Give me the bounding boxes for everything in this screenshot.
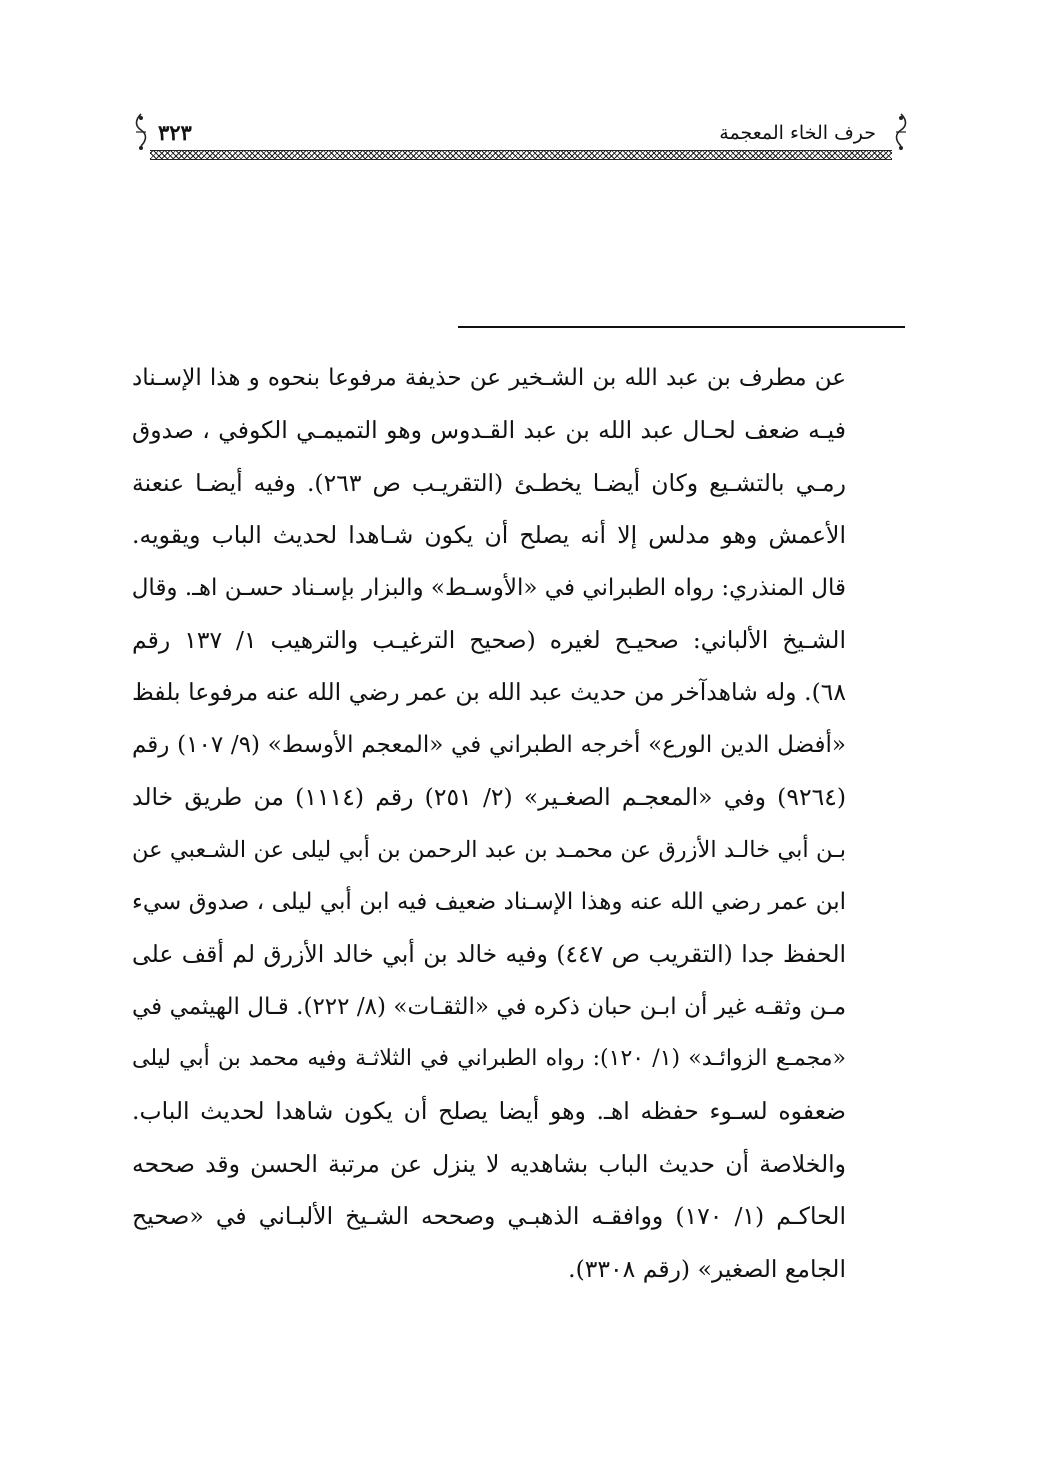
chapter-title: حرف الخاء المعجمة	[719, 122, 876, 144]
header-rule	[150, 150, 892, 160]
text-line: الأعمش وهو مدلس إلا أنه يصلح أن يكون شـاهدا لحديث الباب ويقويه.	[132, 521, 846, 550]
text-line: قال المنذري: رواه الطبراني في «الأوسـط» والبزار بإسـناد حسـن اهـ. وقال	[131, 574, 846, 601]
footnote-text	[132, 352, 846, 1295]
ornament-right-icon	[892, 112, 910, 152]
text-line: مـن وثقـه غير أن ابـن حبان ذكره في «الثقـات» (٨/ ٢٢٢). قـال الهيثمي في	[132, 993, 847, 1020]
text-line: ابن عمر رضي الله عنه وهذا الإسـناد ضعيف فيه ابن أبي ليلى ، صدوق سيء	[132, 888, 846, 915]
text-line: عن مطرف بن عبد الله بن الشـخير عن حذيفة مرفوعا بنحوه و هذا الإسـناد	[132, 365, 846, 391]
footnote-separator	[458, 326, 905, 328]
text-line: الجامع الصغير» (رقم ٣٣٠٨).	[568, 1254, 846, 1283]
text-line: ٦٨). وله شاهدآخر من حديث عبد الله بن عمر رضي الله عنه مرفوعا بلفظ	[132, 678, 846, 707]
text-line: الشـيخ الألباني: صحيـح لغيره (صحيح الترغيـب والترهيب ١/ ١٣٧ رقم	[132, 625, 846, 654]
text-line: ضعفوه لسـوء حفظه اهـ. وهو أيضا يصلح أن يكون شاهدا لحديث الباب.	[132, 1097, 846, 1126]
text-line: رمـي بالتشـيع وكان أيضـا يخطـئ (التقريـب ص ٢٦٣). وفيه أيضـا عنعنة	[132, 468, 846, 497]
text-line: والخلاصة أن حديث الباب بشاهديه لا ينزل عن مرتبة الحسن وقد صححه	[132, 1149, 846, 1178]
text-line: فيـه ضعف لحـال عبد الله بن عبد القـدوس وهو التميمـي الكوفي ، صدوق	[132, 416, 846, 445]
text-line: الحاكـم (١/ ١٧٠) ووافقـه الذهبـي وصححه الشـيخ الألبـاني في «صحيح	[132, 1202, 846, 1231]
text-line: الحفظ جدا (التقريب ص ٤٤٧) وفيه خالد بن أبي خالد الأزرق لم أقف على	[132, 940, 847, 969]
text-line: «مجمـع الزوائـد» (١/ ١٢٠): رواه الطبراني في الثلاثـة وفيه محمد بن أبي ليلى	[132, 1046, 847, 1072]
text-line: «أفضل الدين الورع» أخرجه الطبراني في «المعجم الأوسط» (٩/ ١٠٧) رقم	[132, 731, 846, 758]
page-number: ٣٢٣	[158, 120, 192, 145]
text-line: بـن أبي خالـد الأزرق عن محمـد بن عبد الرحمن بن أبي ليلى عن الشـعبي عن	[132, 836, 846, 863]
running-header	[132, 100, 910, 162]
text-line: (٩٢٦٤) وفي «المعجـم الصغـير» (٢/ ٢٥١) رقم (١١١٤) من طريق خالد	[132, 783, 847, 812]
ornament-left-icon	[132, 112, 150, 152]
